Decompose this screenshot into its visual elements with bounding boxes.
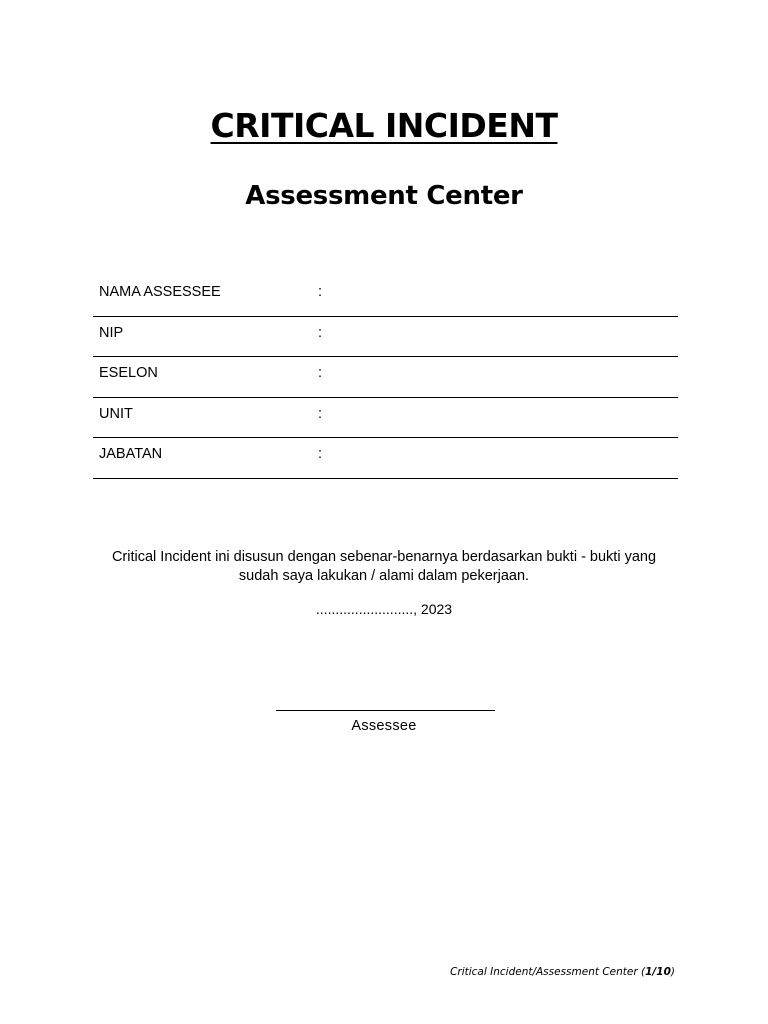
field-colon: : [318, 365, 323, 382]
field-label: NIP [99, 324, 124, 341]
page-footer [450, 966, 675, 978]
title-text: CRITICAL INCIDENT [210, 106, 558, 145]
footer-text: Critical Incident/Assessment Center [450, 966, 642, 978]
statement-line-1: Critical Incident ini disusun dengan sebenar-benarnya berdasarkan bukti - bukti yang [111, 549, 657, 565]
date-line: ........................., 2023 [315, 601, 453, 617]
field-row-eselon [93, 357, 678, 398]
signature-line [276, 710, 495, 711]
field-colon: : [318, 446, 323, 463]
field-row-nama-assessee [93, 276, 678, 317]
field-label: NAMA ASSESSEE [99, 284, 221, 300]
footer-paren-open: ( [641, 966, 646, 978]
footer-paren-close: ) [670, 966, 675, 978]
field-label: JABATAN [99, 446, 163, 463]
statement-line-2: sudah saya lakukan / alami dalam pekerjaan. [238, 568, 530, 584]
page-subtitle: Assessment Center [245, 181, 523, 211]
identity-table [93, 276, 678, 479]
signature-role-label: Assessee [351, 718, 417, 734]
field-row-jabatan [93, 438, 678, 479]
page-title [0, 106, 768, 145]
field-colon: : [318, 284, 323, 300]
declaration-statement [60, 548, 708, 586]
field-colon: : [318, 324, 323, 341]
field-label: ESELON [99, 365, 158, 382]
field-row-nip [93, 317, 678, 358]
footer-page-number: 1/10 [645, 966, 671, 978]
field-label: UNIT [99, 405, 133, 422]
field-row-unit [93, 398, 678, 439]
field-colon: : [318, 405, 323, 422]
